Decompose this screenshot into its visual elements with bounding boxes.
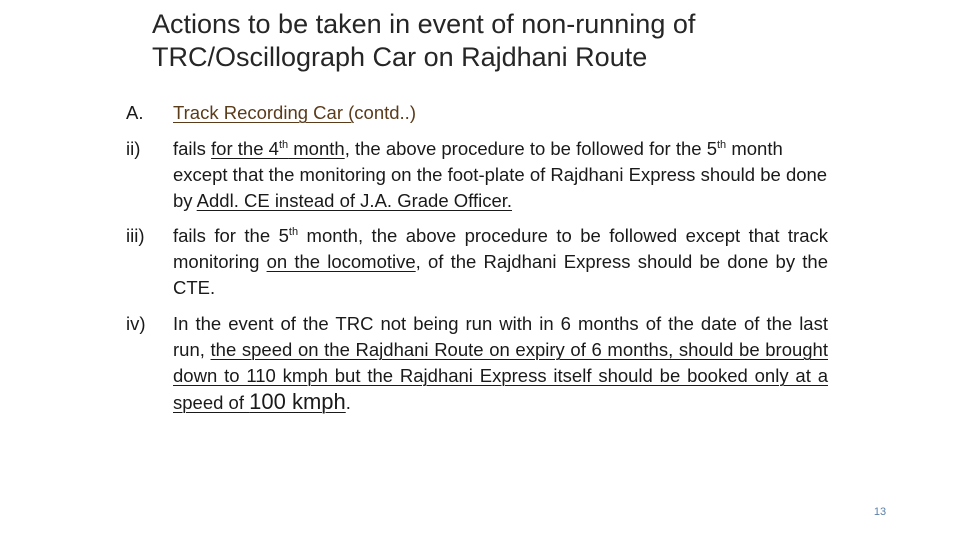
list-item-text	[173, 223, 828, 301]
text-run: fails for the 5	[173, 225, 289, 246]
list-item-iv	[126, 311, 828, 421]
underlined-text: on the locomotive	[266, 251, 416, 272]
slide-title: Actions to be taken in event of non-running of TRC/Oscillograph Car on Rajdhani Route	[152, 9, 696, 72]
text-run: , of the Rajdhani Express should be done by the CTE.	[173, 251, 828, 298]
list-marker: iv)	[126, 313, 146, 334]
text-run: , the above procedure to be followed for the 5	[344, 138, 717, 159]
section-heading	[173, 100, 828, 126]
text-run: fails	[173, 138, 212, 159]
underlined-text: the speed on the Rajdhani Route on expiry of 6 months, should be brought down to 110 kmph but the Rajdhani Express itself should be booked only at a speed of	[173, 339, 828, 413]
underlined-text	[211, 138, 345, 159]
list-item-text	[173, 136, 828, 214]
superscript: th	[717, 138, 727, 151]
list-marker: iii)	[126, 225, 145, 246]
text-run: In the event of the TRC not being run with in 6 months of the date of the last run,	[173, 313, 828, 360]
section-heading-tail: contd..)	[354, 102, 416, 123]
list-item-iii	[126, 223, 828, 303]
superscript: th	[278, 138, 289, 151]
text-run: for the 4	[211, 138, 279, 159]
text-run: month, the above procedure to be followed except that track monitoring	[173, 225, 829, 272]
section-marker: A.	[126, 102, 144, 123]
section-heading-underlined: Track Recording Car (	[173, 102, 355, 123]
underlined-text: Addl. CE instead of J.A. Grade Officer.	[196, 190, 513, 211]
page-number: 13	[873, 506, 887, 518]
section-a	[126, 100, 828, 126]
list-item-text	[173, 311, 828, 416]
text-run: month	[288, 138, 345, 159]
superscript: th	[288, 225, 299, 238]
list-marker: ii)	[126, 138, 141, 159]
underlined-text-large: 100 kmph	[249, 389, 346, 414]
list-item-ii	[126, 136, 828, 216]
text-run: .	[345, 392, 351, 413]
text-run: month except that the monitoring on the foot-plate of Rajdhani Express should be done by	[173, 138, 828, 211]
